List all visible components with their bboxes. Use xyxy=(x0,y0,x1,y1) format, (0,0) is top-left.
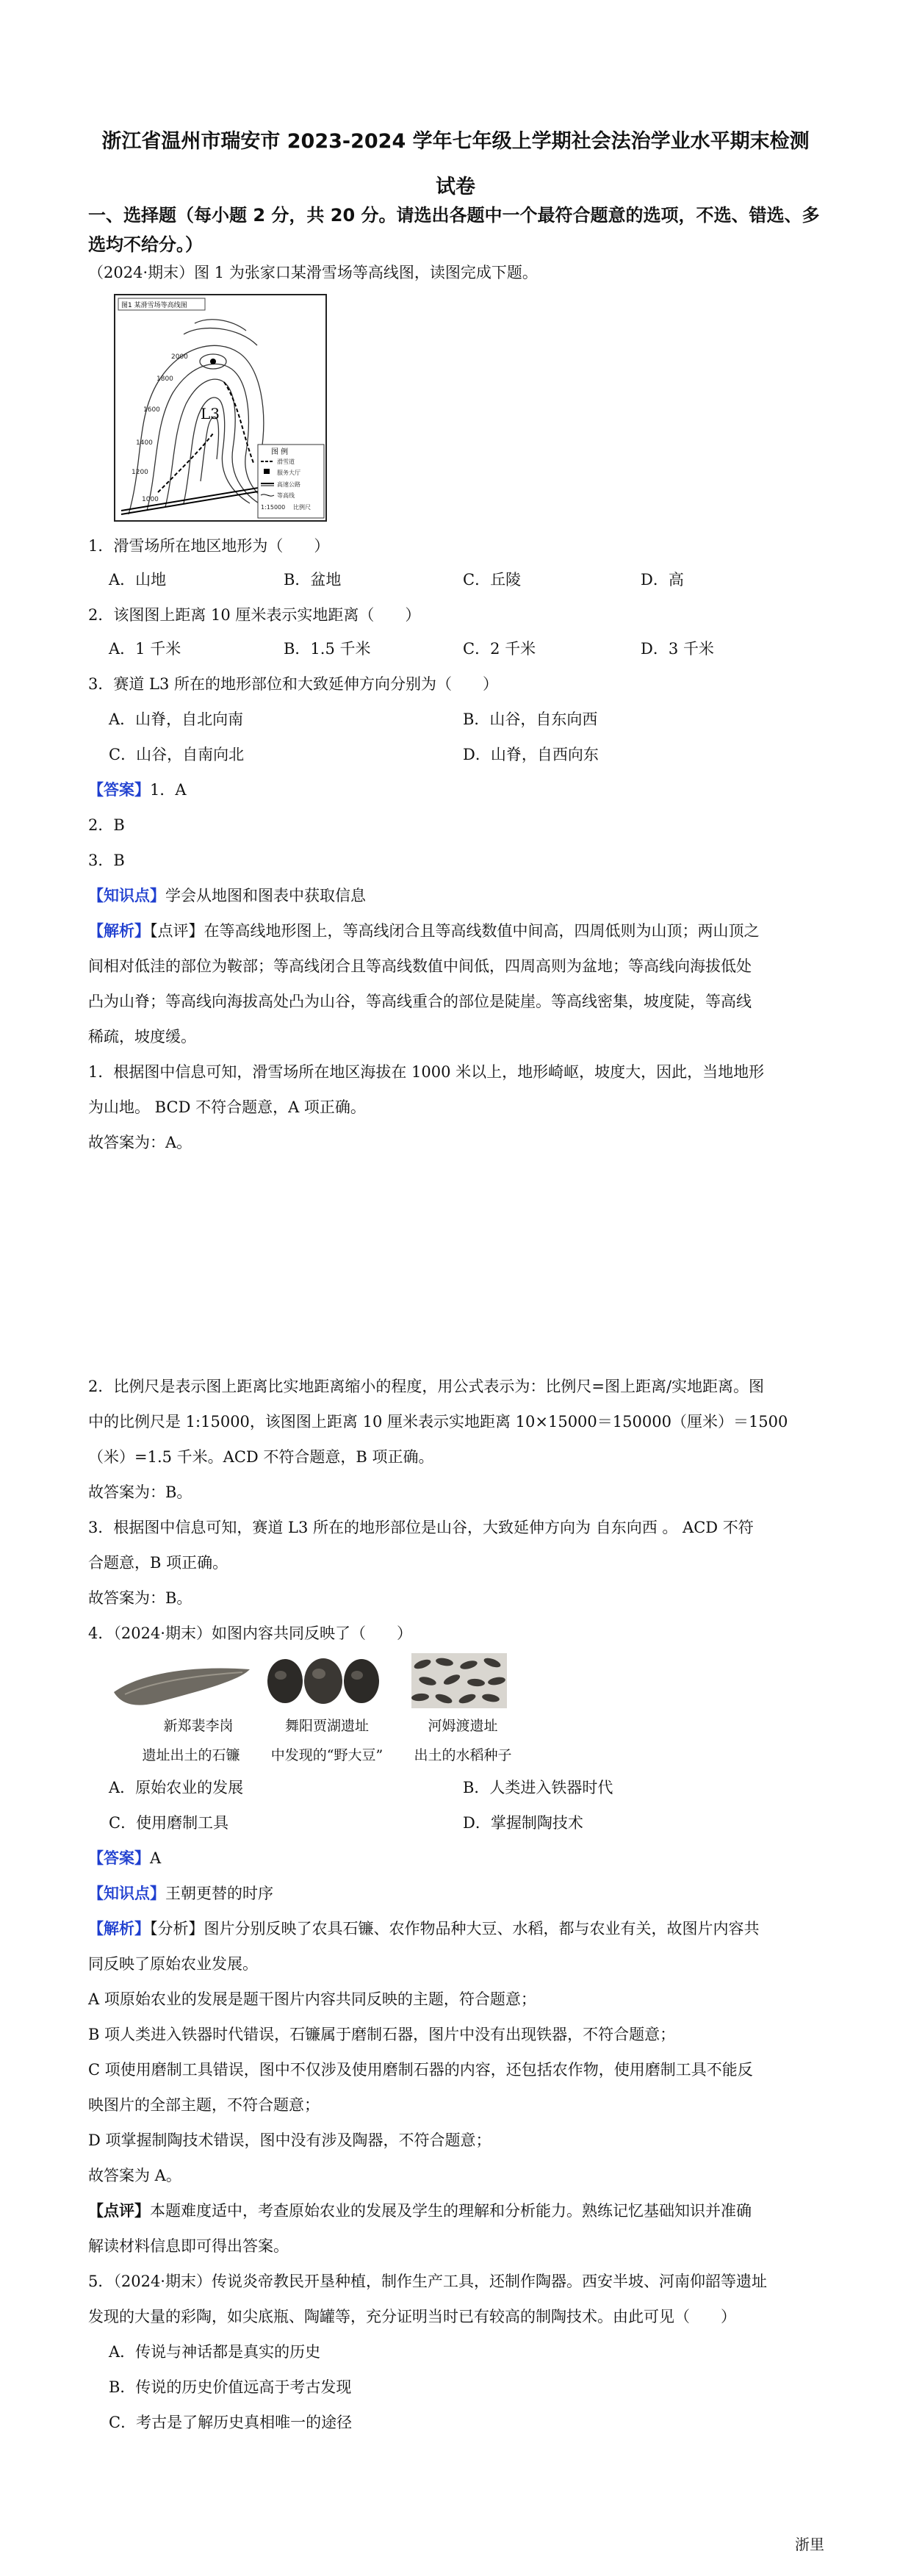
q4-stem: 4．（2024·期末）如图内容共同反映了（ ） xyxy=(88,1625,412,1642)
q4-explain-line-2: B 项人类进入铁器时代错误，石镰属于磨制石器，图片中没有出现铁器，不符合题意； xyxy=(88,2026,676,2043)
q3-option-c: C．山谷，自南向北 xyxy=(109,746,245,763)
explain-3-line-1: 3．根据图中信息可知，赛道 L3 所在的地形部位是山谷，大致延伸方向为 自东向西 。 ACD 不符 xyxy=(88,1519,754,1536)
q2-option-c: C．2 千米 xyxy=(463,640,536,658)
q4-comment-line-2: 解读材料信息即可得出答案。 xyxy=(88,2237,289,2255)
q4-knowledge-tag: 【知识点】 xyxy=(88,1884,165,1902)
caption-rice-line1: 河姆渡遗址 xyxy=(428,1718,498,1734)
answer-block-1 xyxy=(88,773,823,807)
q1-stem: 1．滑雪场所在地区地形为（ ） xyxy=(88,537,330,555)
q4-explain-line-3: C 项使用磨制工具错误，图中不仅涉及使用磨制石器的内容，还包括农作物，使用磨制工具不能反 xyxy=(88,2061,753,2079)
analysis-1-line-1 xyxy=(88,914,823,948)
map-title: 图1 某滑雪场等高线图 xyxy=(121,302,187,309)
stone-sickle-image xyxy=(110,1659,257,1710)
map-l3-label: L3 xyxy=(201,405,220,422)
q4-knowledge-text: 王朝更替的时序 xyxy=(165,1885,273,1902)
q4-explain-line-4: 映图片的全部主题，不符合题意； xyxy=(88,2096,320,2114)
q5-stem-line-1: 5．（2024·期末）传说炎帝教民开垦种植，制作生产工具，还制作陶器。西安半坡、河南仰韶等遗址 xyxy=(88,2273,767,2290)
knowledge-text: 学会从地图和图表中获取信息 xyxy=(165,887,366,904)
analysis-1-text: 【点评】在等高线地形图上，等高线闭合且等高线数值中间高，四周低则为山顶；两山顶之 xyxy=(150,922,760,940)
explain-2-line-1: 2．比例尺是表示图上距离比实地距离缩小的程度，用公式表示为：比例尺=图上距离/实地距离。图 xyxy=(88,1378,765,1395)
q5-option-c: C．考古是了解历史真相唯一的途径 xyxy=(109,2414,353,2431)
q3-option-b: B．山谷，自东向西 xyxy=(463,710,598,728)
contour-label-1600: 1600 xyxy=(143,406,160,414)
answer-1: 1．A xyxy=(150,781,187,799)
caption-soybean-line1: 舞阳贾湖遗址 xyxy=(284,1718,369,1734)
rice-seeds-image xyxy=(411,1653,507,1708)
answer-3: 3．B xyxy=(88,852,125,869)
q4-explain-line-1: A 项原始农业的发展是题干图片内容共同反映的主题，符合题意； xyxy=(88,1990,536,2008)
doc-title-line1: 浙江省温州市瑞安市 2023-2024 学年七年级上学期社会法治学业水平期末检测 xyxy=(101,130,810,153)
q4-analysis-line-2: 同反映了原始农业发展。 xyxy=(88,1955,258,1973)
knowledge-point-1 xyxy=(88,879,823,913)
q4-comment-line-1 xyxy=(88,2194,823,2228)
q4-knowledge xyxy=(88,1877,823,1910)
caption-rice-line2: 出土的水稻种子 xyxy=(414,1747,512,1763)
explain-3-conclusion: 故答案为：B。 xyxy=(88,1589,192,1607)
q2-stem: 2．该图图上距离 10 厘米表示实地距离（ ） xyxy=(88,606,421,624)
contour-map-figure xyxy=(114,294,327,522)
caption-soybean-line2: 中发现的“野大豆” xyxy=(270,1747,384,1763)
explain-2-line-3: （米）=1.5 千米。ACD 不符合题意，B 项正确。 xyxy=(88,1448,434,1466)
q4-option-c: C．使用磨制工具 xyxy=(109,1814,229,1832)
explain-3-line-2: 合题意，B 项正确。 xyxy=(88,1554,228,1572)
q4-option-a: A．原始农业的发展 xyxy=(109,1779,244,1796)
caption-sickle-line1: 新郑裴李岗 xyxy=(163,1718,234,1734)
q5-option-b: B．传说的历史价值远高于考古发现 xyxy=(109,2378,352,2396)
doc-title-line2: 试卷 xyxy=(436,176,475,198)
contour-label-1800: 1800 xyxy=(156,375,173,383)
q1-option-c: C．丘陵 xyxy=(463,571,522,589)
q4-answer-tag: 【答案】 xyxy=(88,1849,150,1867)
q4-comment-tag: 【点评】 xyxy=(88,2201,150,2220)
section-heading-line1: 一、选择题（每小题 2 分，共 20 分。请选出各题中一个最符合题意的选项，不选、错选、多 xyxy=(88,205,820,226)
q4-answer xyxy=(88,1841,823,1875)
question-intro: （2024·期末）图 1 为张家口某滑雪场等高线图，读图完成下题。 xyxy=(88,264,538,281)
q4-option-d: D．掌握制陶技术 xyxy=(463,1814,583,1832)
q1-option-d: D．高 xyxy=(641,571,684,589)
analysis-tag: 【解析】 xyxy=(88,921,150,940)
contour-label-1200: 1200 xyxy=(132,469,148,476)
q3-stem: 3．赛道 L3 所在的地形部位和大致延伸方向分别为（ ） xyxy=(88,675,499,693)
page-footer: 浙里 xyxy=(795,2536,824,2553)
contour-label-1400: 1400 xyxy=(136,439,153,447)
q4-option-b: B．人类进入铁器时代 xyxy=(463,1779,613,1796)
q1-option-a: A．山地 xyxy=(109,571,167,589)
legend-item-highway: 高速公路 xyxy=(277,481,300,488)
q2-option-d: D．3 千米 xyxy=(641,640,714,658)
legend-title: 图 例 xyxy=(271,448,289,456)
q2-option-a: A．1 千米 xyxy=(109,640,181,658)
q4-analysis-tag: 【解析】 xyxy=(88,1919,150,1938)
legend-item-hall: 服务大厅 xyxy=(277,469,300,476)
q3-option-d: D．山脊，自西向东 xyxy=(463,746,599,763)
q2-option-b: B．1.5 千米 xyxy=(284,640,371,658)
contour-label-1000: 1000 xyxy=(142,496,159,503)
caption-sickle-line2: 遗址出土的石镰 xyxy=(142,1747,240,1763)
answer-tag: 【答案】 xyxy=(88,780,150,799)
q4-explain-line-5: D 项掌握制陶技术错误，图中没有涉及陶器，不符合题意； xyxy=(88,2131,491,2149)
q1-option-b: B．盆地 xyxy=(284,571,342,589)
q4-answer-value: A xyxy=(150,1849,162,1867)
explain-2-line-2: 中的比例尺是 1:15000，该图图上距离 10 厘米表示实地距离 10×15000＝150000（厘米）＝1500 xyxy=(88,1413,788,1431)
q4-analysis-text: 【分析】图片分别反映了农具石镰、农作物品种大豆、水稻，都与农业有关，故图片内容共 xyxy=(150,1920,760,1938)
section-heading-line2: 选均不给分。） xyxy=(88,234,203,255)
q4-comment-text: 本题难度适中，考查原始农业的发展及学生的理解和分析能力。熟练记忆基础知识并准确 xyxy=(150,2202,752,2220)
legend-item-contour: 等高线 xyxy=(277,492,295,499)
explain-1-line-2: 为山地。 BCD 不符合题意，A 项正确。 xyxy=(88,1098,366,1116)
analysis-1-line-4: 稀疏，坡度缓。 xyxy=(88,1028,196,1046)
explain-1-line-1: 1．根据图中信息可知，滑雪场所在地区海拔在 1000 米以上，地形崎岖，坡度大，因此，当地地形 xyxy=(88,1063,765,1081)
q3-option-a: A．山脊，自北向南 xyxy=(109,710,244,728)
analysis-1-line-2: 间相对低洼的部位为鞍部；等高线闭合且等高线数值中间低，四周高则为盆地；等高线向海拔低处 xyxy=(88,957,752,975)
q4-analysis-line-1 xyxy=(88,1912,823,1946)
q5-option-a: A．传说与神话都是真实的历史 xyxy=(109,2343,321,2361)
q4-explain-line-6: 故答案为 A。 xyxy=(88,2167,181,2184)
legend-item-scale: 比例尺 xyxy=(293,504,311,511)
analysis-1-line-3: 凸为山脊；等高线向海拔高处凸为山谷，等高线重合的部位是陡崖。等高线密集，坡度陡，等高线 xyxy=(88,993,752,1010)
explain-1-conclusion: 故答案为：A。 xyxy=(88,1134,192,1151)
legend-scale-value: 1:15000 xyxy=(261,504,286,511)
q5-stem-line-2: 发现的大量的彩陶，如尖底瓶、陶罐等，充分证明当时已有较高的制陶技术。由此可见（ ） xyxy=(88,2308,736,2325)
knowledge-tag: 【知识点】 xyxy=(88,886,165,904)
answer-2: 2．B xyxy=(88,816,125,834)
legend-item-run: 滑雪道 xyxy=(277,458,295,465)
contour-label-2000: 2000 xyxy=(171,353,188,361)
wild-soybean-image xyxy=(264,1653,382,1708)
explain-2-conclusion: 故答案为：B。 xyxy=(88,1483,192,1501)
